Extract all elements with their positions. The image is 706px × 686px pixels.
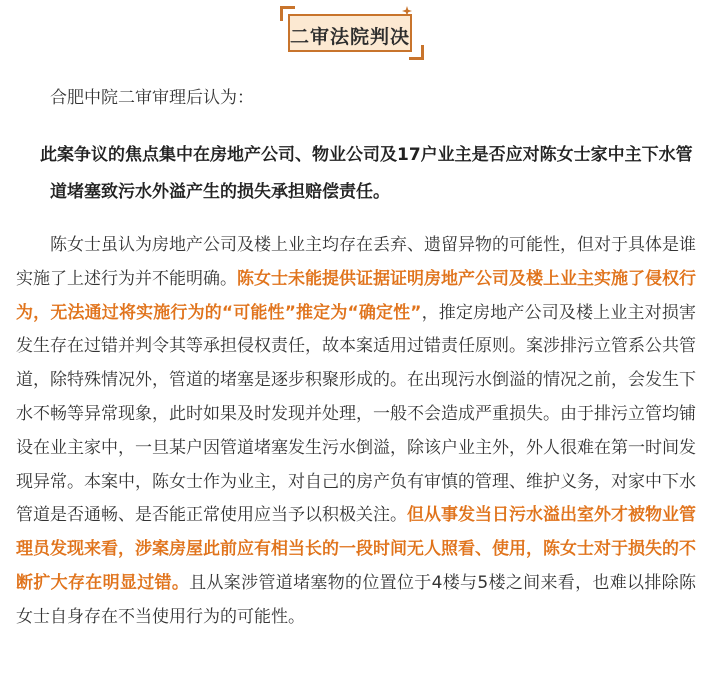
paragraph-text: 陈女士虽认为房地产公司及楼上业主均存在丢弃、遗留异物的可能性，但对于具体是谁实施了上述行为并不能明确。 — [16, 235, 696, 289]
highlighted-text: 但从事发当日污水溢出室外才被物业管理员发现来看，涉案房屋此前应有相当长的一段时间无人照看、使用，陈女士对于损失的不断扩大存在明显过错。 — [16, 505, 696, 593]
highlighted-text: 陈女士未能提供证据证明房地产公司及楼上业主实施了侵权行为，无法通过将实施行为的“可能性”推定为“确定性” — [16, 268, 696, 323]
main-paragraph — [16, 229, 696, 635]
corner-bracket-icon — [409, 45, 424, 60]
focus-paragraph: 此案争议的焦点集中在房地产公司、物业公司及17户业主是否应对陈女士家中主下水管道堵塞致污水外溢产生的损失承担赔偿责任。 — [40, 145, 693, 202]
paragraph-text: ，推定房地产公司及楼上业主对损害发生存在过错并判令其等承担侵权责任，故本案适用过错责任原则。案涉排污立管系公共管道，除特殊情况外，管道的堵塞是逐步积聚形成的。在出现污水倒溢的情况之前，会发生下水不畅等异常现象，此时如果及时发现并处理，一般不会造成严重损失。由于排污立管均铺设在业主家中，一旦某户因管道堵塞发生污水倒溢，除该户业主外，外人很难在第一时间发现异常。本案中，陈女士作为业主，对自己的房产负有审慎的管理、维护义务，对家中下水管道是否通畅、是否能正常使用应当予以积极关注。 — [16, 302, 696, 526]
intro-text: 合肥中院二审审理后认为： — [50, 88, 254, 108]
paragraph-text: 且从案涉管道堵塞物的位置位于4楼与5楼之间来看，也难以排除陈女士自身存在不当使用行为的可能性。 — [16, 572, 696, 627]
section-title-badge — [288, 14, 412, 52]
section-title: 二审法院判决 — [290, 26, 411, 48]
section-header — [280, 6, 424, 60]
